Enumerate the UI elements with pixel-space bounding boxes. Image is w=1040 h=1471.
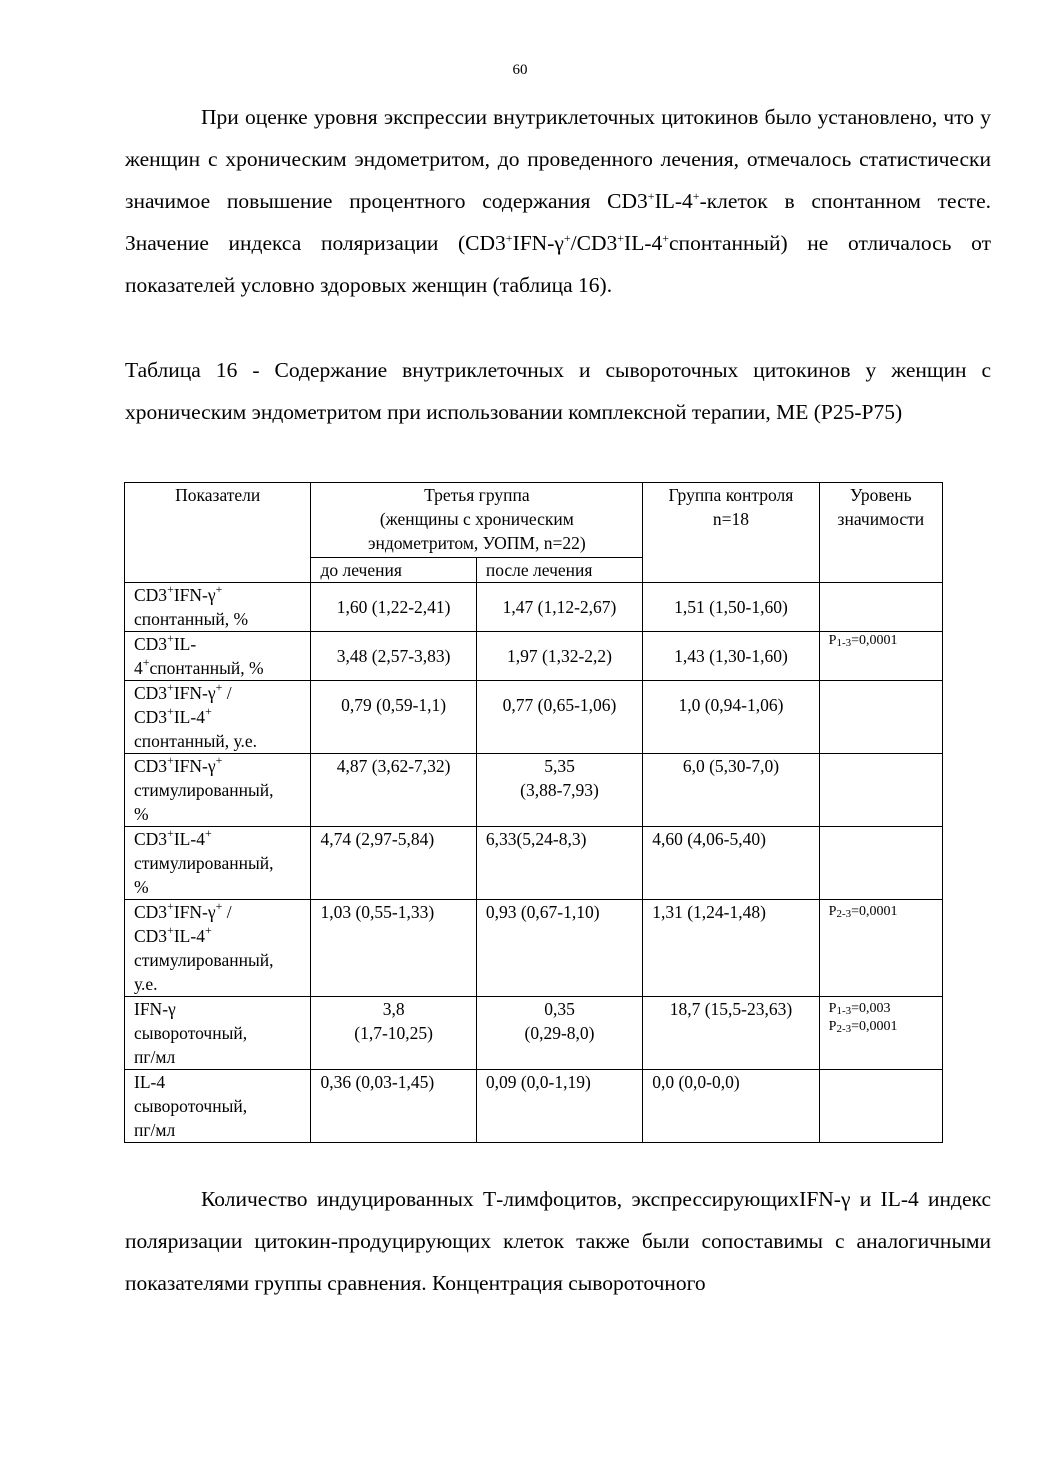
table-row — [125, 583, 943, 632]
row-label: IL-4 сывороточный, пг/мл — [125, 1070, 311, 1143]
cell-significance: $P_{1-3}=0,0001$ — [819, 632, 942, 681]
cell-after: 1,47 (1,12-2,67) — [476, 583, 642, 632]
cell-control: 4,60 (4,06-5,40) — [643, 827, 819, 900]
cell-significance — [819, 583, 942, 632]
table-row — [125, 900, 943, 997]
cell-significance: $P_{1-3}=0,003$ $P_{2-3}=0,0001$ — [819, 997, 942, 1070]
row-label: CD3+IFN-γ+ / CD3+IL-4+ стимулированный, у.е. — [125, 900, 311, 997]
cell-control: 0,0 (0,0-0,0) — [643, 1070, 819, 1143]
table-row — [125, 632, 943, 681]
cell-before: 1,60 (1,22-2,41) — [311, 583, 476, 632]
row-label: IFN-γ сывороточный, пг/мл — [125, 997, 311, 1070]
row-label: CD3+IFN-γ+ стимулированный, % — [125, 754, 311, 827]
cytokine-table — [124, 482, 943, 1143]
cell-control: 18,7 (15,5-23,63) — [643, 997, 819, 1070]
table-header-row — [125, 483, 943, 558]
cell-after: 0,93 (0,67-1,10) — [476, 900, 642, 997]
cell-before: 3,8 (1,7-10,25) — [311, 997, 476, 1070]
table-row — [125, 754, 943, 827]
cell-significance — [819, 681, 942, 754]
header-control: Группа контроля n=18 — [643, 483, 819, 583]
cell-before: 3,48 (2,57-3,83) — [311, 632, 476, 681]
cell-control: 1,0 (0,94-1,06) — [643, 681, 819, 754]
header-group3: Третья группа (женщины с хроническим эндометритом, УОПМ, n=22) — [311, 483, 643, 558]
row-label: CD3+IL-4+ стимулированный, % — [125, 827, 311, 900]
header-after: после лечения — [476, 558, 642, 583]
cell-significance — [819, 754, 942, 827]
row-label: CD3+IFN-γ+ / CD3+IL-4+ спонтанный, у.е. — [125, 681, 311, 754]
page-number: 60 — [512, 62, 528, 78]
cell-control: 1,31 (1,24-1,48) — [643, 900, 819, 997]
table-row — [125, 1070, 943, 1143]
cell-significance — [819, 827, 942, 900]
paragraph-intro: При оценке уровня экспрессии внутриклеточных цитокинов было установлено, что у женщин с хроническим эндометритом, до проведенного лечения, отмечалось статистически значимое повышение процентного содержания CD3+IL-4+-клеток в спонтанном тесте. Значение индекса поляризации (CD3+IFN-γ+/CD3+IL-4+спонтанный) не отличалось от показателей условно здоровых женщин (таблица 16). — [125, 105, 991, 297]
cell-after: 1,97 (1,32-2,2) — [476, 632, 642, 681]
cell-before: 4,87 (3,62-7,32) — [311, 754, 476, 827]
table-caption: Таблица 16 - Содержание внутриклеточных и сывороточных цитокинов у женщин с хроническим эндометритом при использовании комплексной терапии, МЕ (P25-P75) — [125, 358, 991, 424]
row-label: CD3+IFN-γ+ спонтанный, % — [125, 583, 311, 632]
cell-after: 6,33(5,24-8,3) — [476, 827, 642, 900]
cell-significance: $P_{2-3}=0,0001$ — [819, 900, 942, 997]
cell-significance — [819, 1070, 942, 1143]
row-label: CD3+IL- 4+спонтанный, % — [125, 632, 311, 681]
header-indicators: Показатели — [125, 483, 311, 583]
cell-before: 0,36 (0,03-1,45) — [311, 1070, 476, 1143]
paragraph-followup: Количество индуцированных Т-лимфоцитов, экспрессирующихIFN-γ и IL-4 индекс поляризации цитокин-продуцирующих клеток также были сопоставимы с аналогичными показателями группы сравнения. Концентрация сывороточного — [125, 1187, 991, 1295]
cell-before: 1,03 (0,55-1,33) — [311, 900, 476, 997]
cell-after: 0,35 (0,29-8,0) — [476, 997, 642, 1070]
cell-before: 4,74 (2,97-5,84) — [311, 827, 476, 900]
cell-control: 1,51 (1,50-1,60) — [643, 583, 819, 632]
cell-before: 0,79 (0,59-1,1) — [311, 681, 476, 754]
cell-after: 0,77 (0,65-1,06) — [476, 681, 642, 754]
header-before: до лечения — [311, 558, 476, 583]
table-row — [125, 681, 943, 754]
header-significance: Уровень значимости — [819, 483, 942, 583]
cell-after: 5,35 (3,88-7,93) — [476, 754, 642, 827]
table-row — [125, 827, 943, 900]
cell-control: 1,43 (1,30-1,60) — [643, 632, 819, 681]
cell-control: 6,0 (5,30-7,0) — [643, 754, 819, 827]
table-row — [125, 997, 943, 1070]
cell-after: 0,09 (0,0-1,19) — [476, 1070, 642, 1143]
